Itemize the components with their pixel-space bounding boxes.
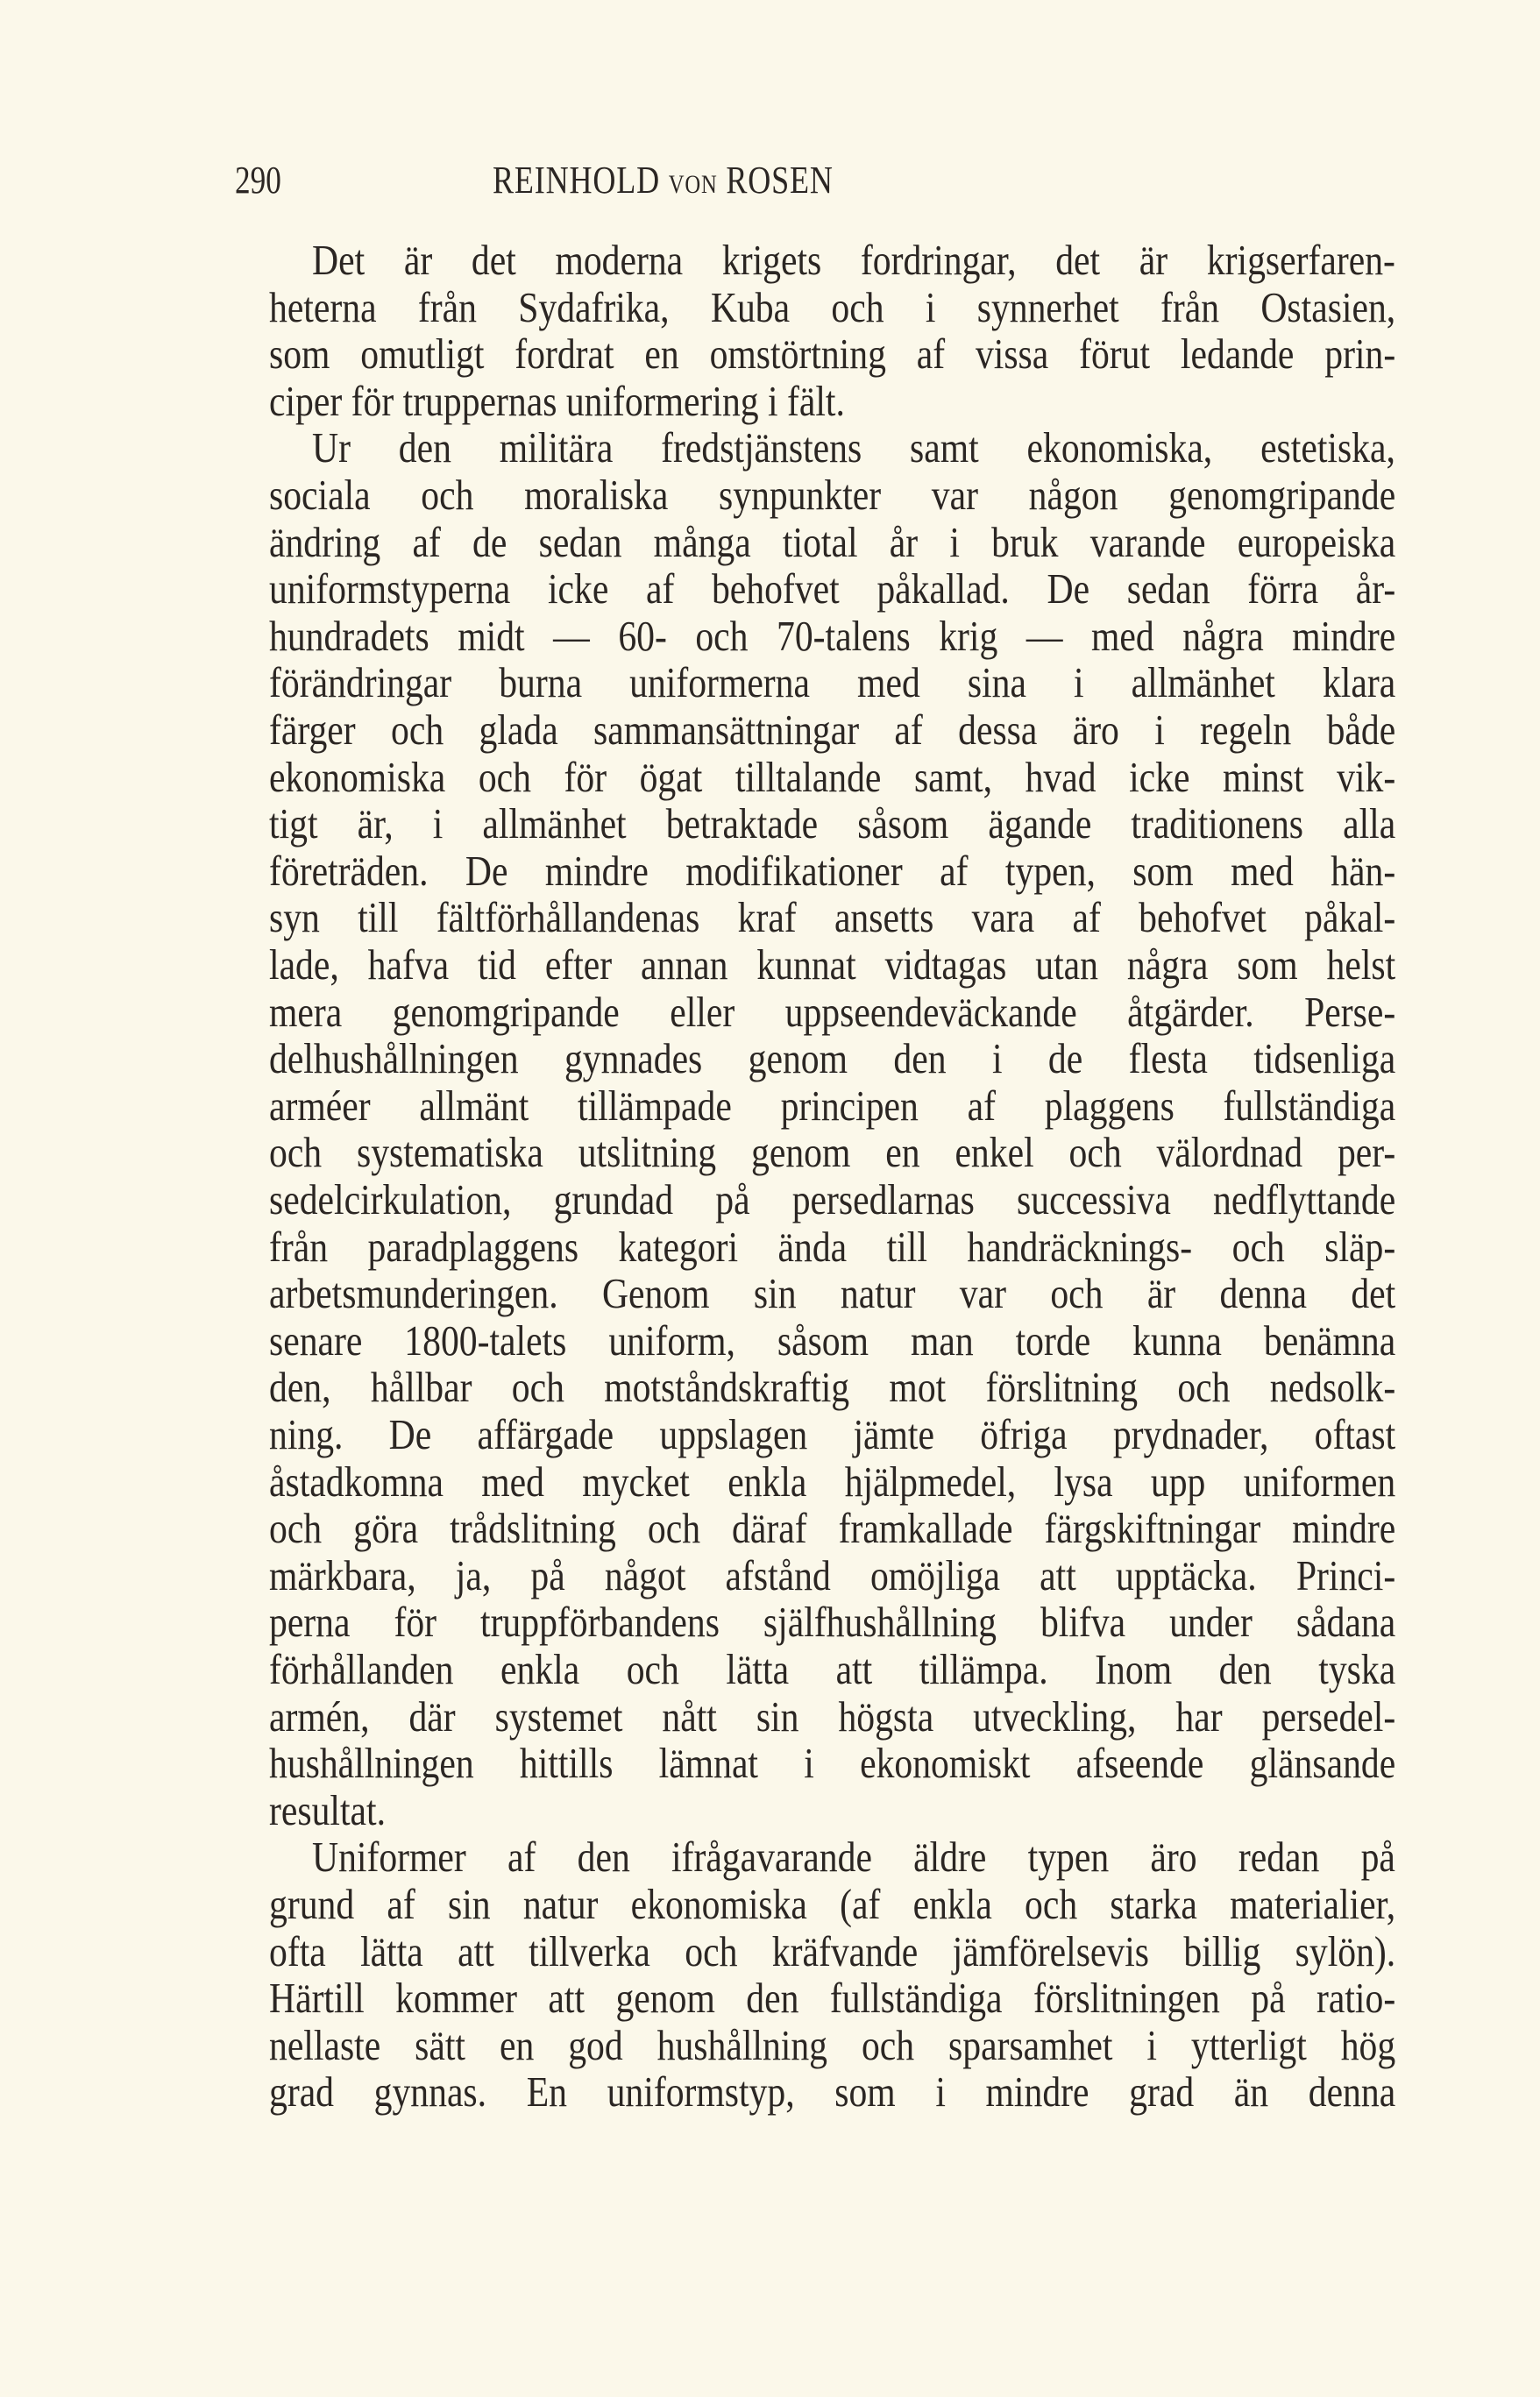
running-header (493, 158, 834, 202)
text-line: syn till fältförhållandenas kraf ansetts vara af behofvet påkal- (269, 894, 1396, 942)
text-line: åstadkomna med mycket enkla hjälpmedel, lysa upp uniformen (269, 1457, 1396, 1506)
page-number: 290 (235, 159, 281, 202)
text-line: nellaste sätt en god hushållning och sparsamhet i ytterligt hög (269, 2021, 1396, 2069)
text-line: arbetsmunderingen. Genom sin natur var och är denna det (269, 1270, 1396, 1318)
text-line: som omutligt fordrat en omstörtning af vissa förut ledande prin- (269, 330, 1396, 379)
text-line: förhållanden enkla och lätta att tillämpa. Inom den tyska (269, 1646, 1396, 1693)
text-line: märkbara, ja, på något afstånd omöjliga att upptäcka. Princi- (269, 1551, 1396, 1599)
text-line: sedelcirkulation, grundad på persedlarnas successiva nedflyttande (269, 1176, 1396, 1223)
text-line: förändringar burna uniformerna med sina i allmänhet klara (269, 659, 1396, 707)
text-line: delhushållningen gynnades genom den i de flesta tidsenliga (269, 1035, 1396, 1083)
text-line: ning. De affärgade uppslagen jämte öfriga prydnader, oftast (269, 1411, 1396, 1458)
text-line: och systematiska utslitning genom en enkel och välordnad per- (269, 1129, 1396, 1177)
text-line: och göra trådslitning och däraf framkallade färgskiftningar mindre (269, 1505, 1396, 1553)
text-line: perna för truppförbandens själfhushållning blifva under sådana (269, 1599, 1396, 1647)
text-line: armén, där systemet nått sin högsta utveckling, har persedel- (269, 1692, 1396, 1741)
text-line: den, hållbar och motståndskraftig mot förslitning och nedsolk- (269, 1364, 1396, 1412)
text-line: heterna från Sydafrika, Kuba och i synnerhet från Ostasien, (269, 283, 1396, 331)
text-line: grad gynnas. En uniformstyp, som i mindre grad än denna (269, 2068, 1396, 2117)
text-line: Ur den militära fredstjänstens samt ekonomiska, estetiska, (312, 424, 1395, 472)
author-last-name: ROSEN (726, 159, 834, 202)
text-line: grund af sin natur ekonomiska (af enkla och starka materialier, (269, 1881, 1396, 1928)
text-line: ändring af de sedan många tiotal år i bruk varande europeiska (269, 518, 1396, 566)
author-particle: VON (668, 170, 718, 199)
text-line: ciper för truppernas uniformering i fält. (269, 377, 845, 425)
text-line: företräden. De mindre modifikationer af typen, som med hän- (269, 847, 1396, 895)
text-line: ekonomiska och för ögat tilltalande samt, hvad icke minst vik- (269, 753, 1396, 801)
text-line: arméer allmänt tillämpade principen af plaggens fullständiga (269, 1081, 1396, 1130)
text-line: hushållningen hittills lämnat i ekonomiskt afseende glänsande (269, 1740, 1396, 1788)
author-first-name: REINHOLD (493, 159, 660, 202)
text-line: uniformstyperna icke af behofvet påkallad. De sedan förra år- (269, 565, 1396, 613)
text-line: Härtill kommer att genom den fullständiga förslitningen på ratio- (269, 1975, 1396, 2023)
text-line: tigt är, i allmänhet betraktade såsom ägande traditionens alla (269, 800, 1396, 848)
text-line: färger och glada sammansättningar af dessa äro i regeln både (269, 706, 1396, 754)
text-line: Uniformer af den ifrågavarande äldre typen äro redan på (312, 1833, 1395, 1882)
text-line: hundradets midt — 60- och 70-talens krig — med några mindre (269, 612, 1396, 660)
text-line: resultat. (269, 1786, 387, 1834)
text-line: sociala och moraliska synpunkter var någon genomgripande (269, 472, 1396, 519)
text-line: lade, hafva tid efter annan kunnat vidtagas utan några som helst (269, 941, 1396, 989)
text-line: Det är det moderna krigets fordringar, det är krigserfaren- (312, 237, 1395, 284)
text-line: senare 1800-talets uniform, såsom man torde kunna benämna (269, 1316, 1396, 1365)
text-line: mera genomgripande eller uppseendeväckande åtgärder. Perse- (269, 988, 1396, 1036)
text-line: ofta lätta att tillverka och kräfvande jämförelsevis billig sylön). (269, 1927, 1396, 1975)
text-line: från paradplaggens kategori ända till handräcknings- och släp- (269, 1223, 1396, 1271)
